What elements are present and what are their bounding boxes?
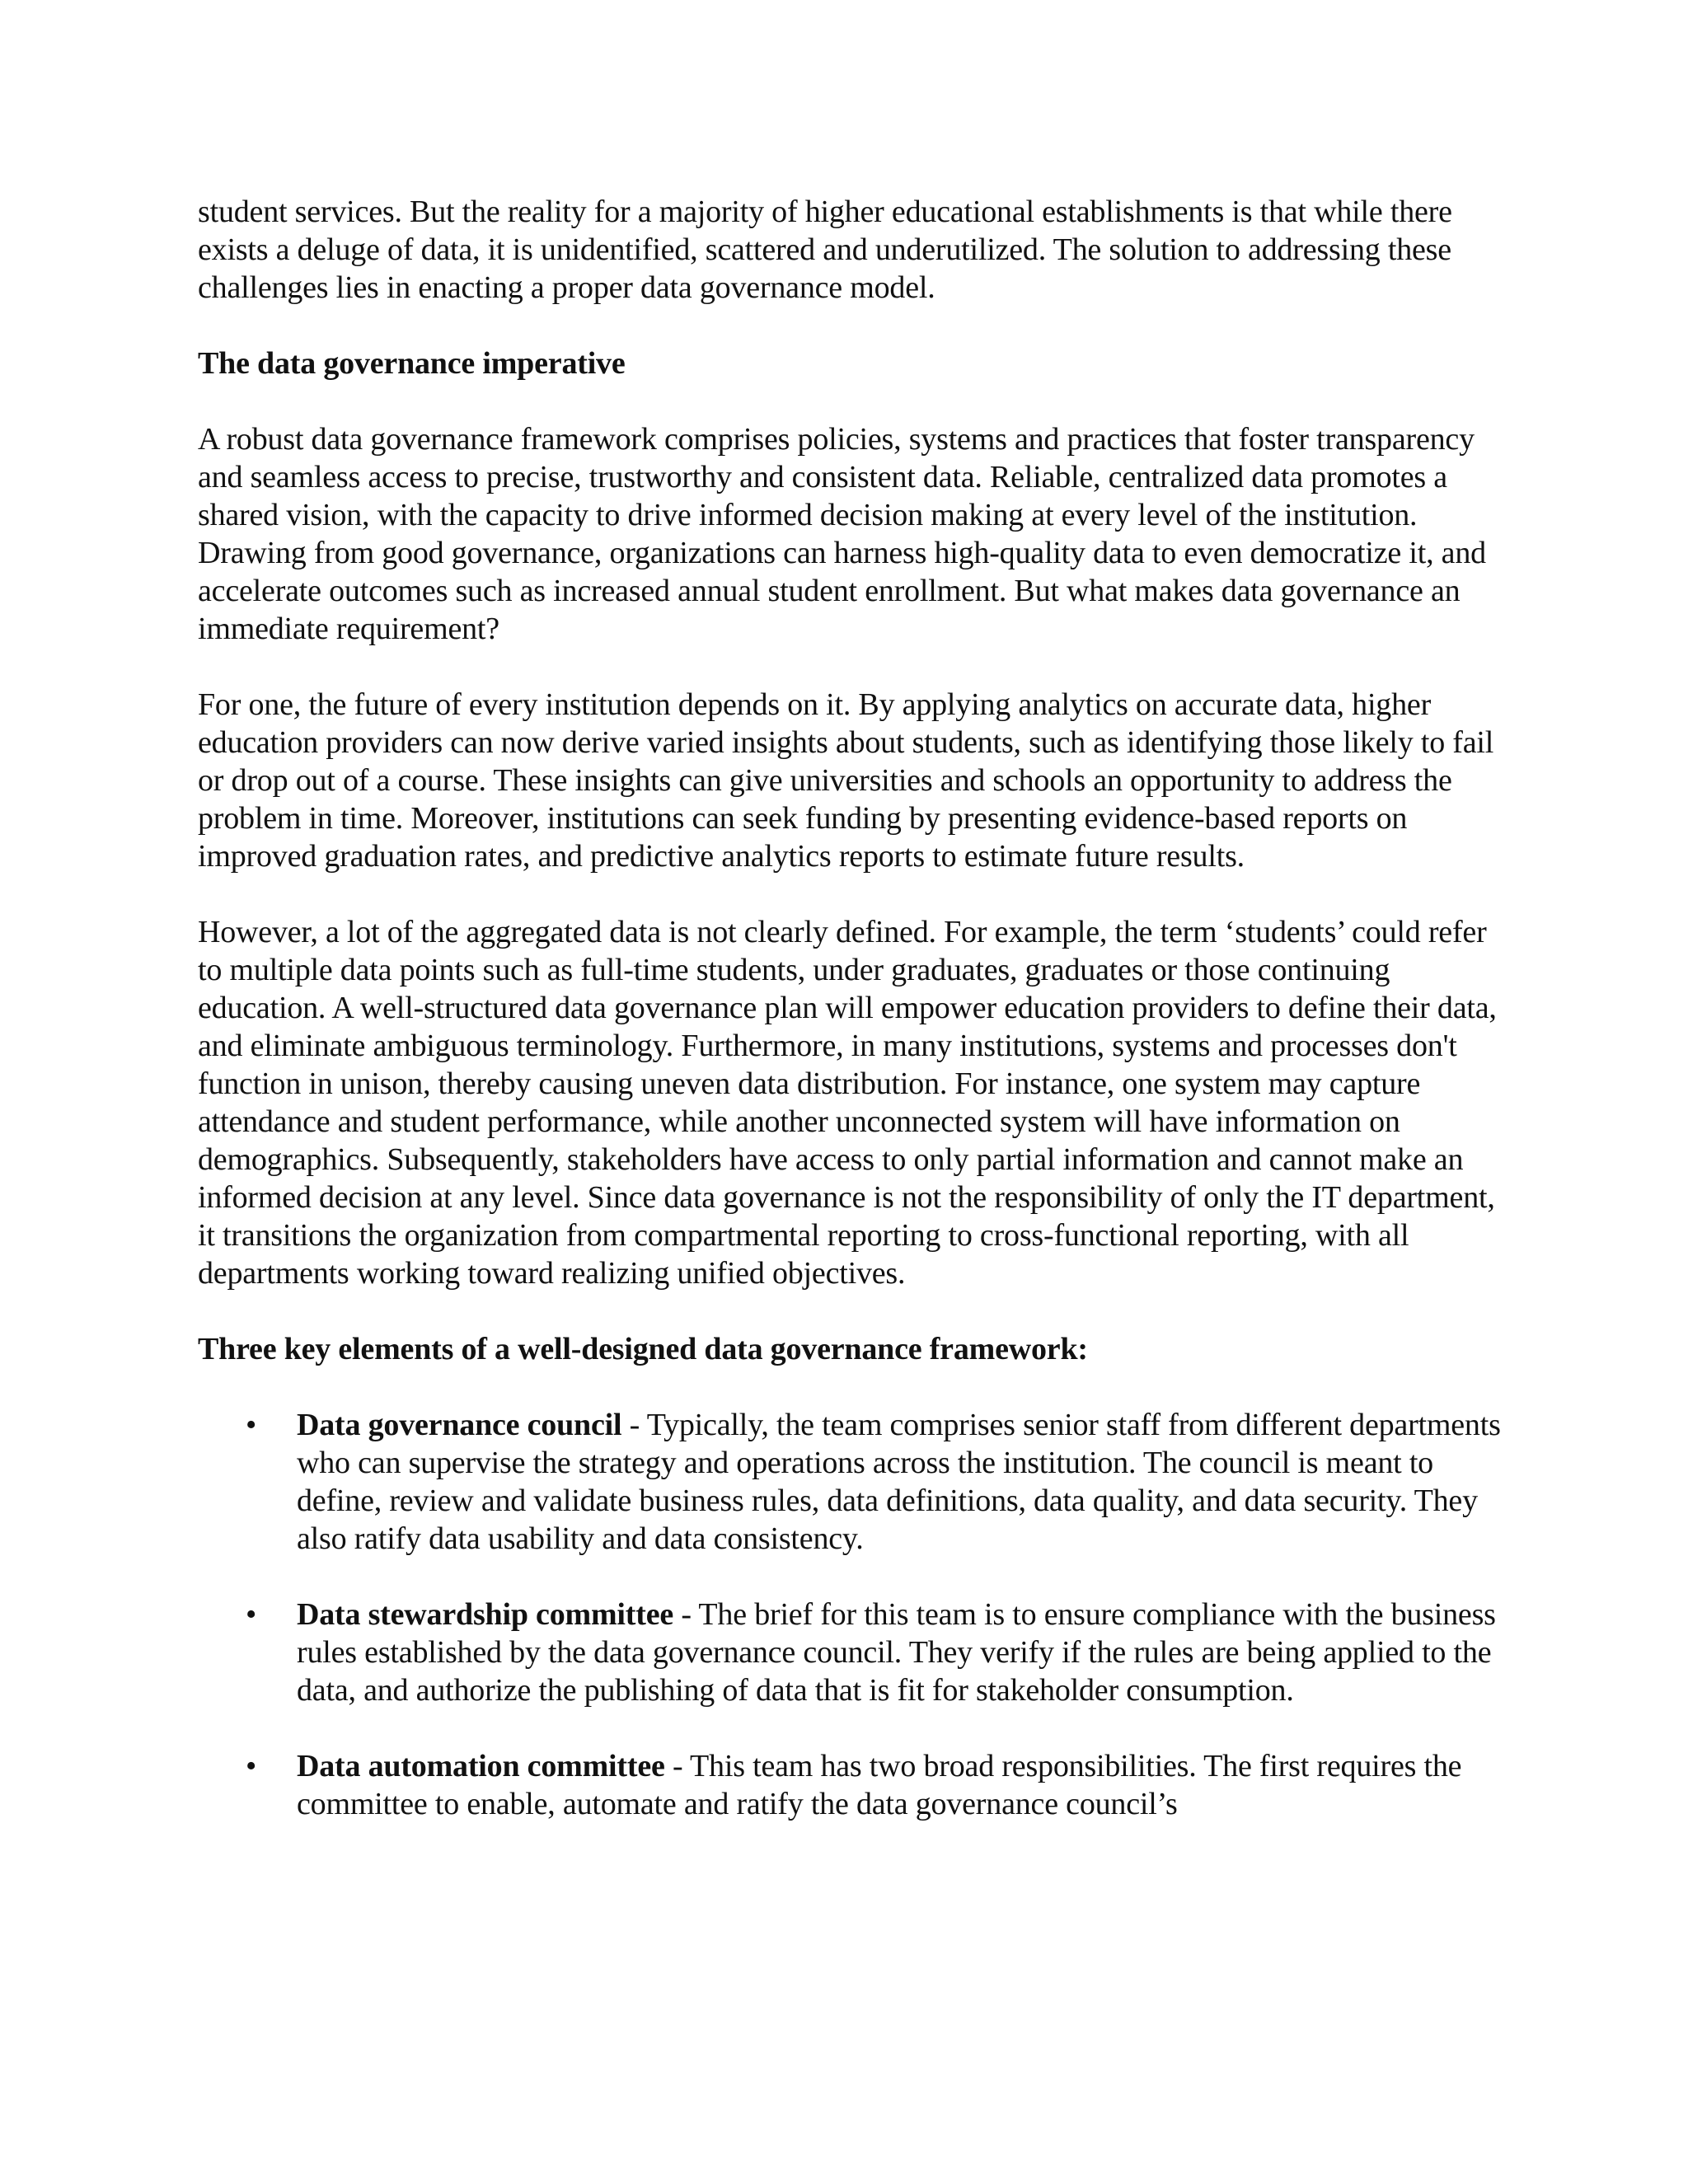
- heading-three-key-elements: Three key elements of a well-designed data governance framework:: [198, 1332, 1088, 1366]
- paragraph-robust-framework: A robust data governance framework comprises policies, systems and practices that foster transparency and seamless access to precise, trustworthy and consistent data. Reliable, centralized data promotes a shared vision, with the capacity to drive informed decision making at every level of the institution. Drawing from good governance, organizations can harness high-quality data to even democratize it, and accelerate outcomes such as increased annual student enrollment. But what makes data governance an immediate requirement?: [198, 422, 1486, 646]
- description-stewardship-committee: - The brief for this team is to ensure compliance with the business rules established by the data governance council. They verify if the rules are being applied to the data, and authorize the publishing of data that is fit for stakeholder consumption.: [297, 1597, 1496, 1708]
- term-automation-committee: Data automation committee: [297, 1749, 665, 1783]
- term-stewardship-committee: Data stewardship committee: [297, 1597, 674, 1632]
- heading-data-governance-imperative: The data governance imperative: [198, 346, 626, 381]
- paragraph-aggregated-data: However, a lot of the aggregated data is not clearly defined. For example, the term ‘students’ could refer to multiple data points such as full-time students, under graduates, graduates or those continuing education. A well-structured data governance plan will empower education providers to define their data, and eliminate ambiguous terminology. Furthermore, in many institutions, systems and processes don't function in unison, thereby causing uneven data distribution. For instance, one system may capture attendance and student performance, while another unconnected system will have information on demographics. Subsequently, stakeholders have access to only partial information and cannot make an informed decision at any level. Since data governance is not the responsibility of only the IT department, it transitions the organization from compartmental reporting to cross-functional reporting, with all departments working toward realizing unified objectives.: [198, 915, 1497, 1291]
- list-item-stewardship-committee: [198, 1596, 1508, 1709]
- elements-list: [198, 1406, 1508, 1823]
- bullet-icon: •: [246, 1597, 257, 1632]
- term-governance-council: Data governance council: [297, 1408, 622, 1442]
- list-item-governance-council: [198, 1406, 1508, 1558]
- document-body: [198, 193, 1508, 1861]
- bullet-icon: •: [246, 1408, 257, 1442]
- intro-paragraph: student services. But the reality for a majority of higher educational establishments is that while there exists a deluge of data, it is unidentified, scattered and underutilized. The solution to addressing these challenges lies in enacting a proper data governance model.: [198, 194, 1452, 305]
- paragraph-future-of-institution: For one, the future of every institution depends on it. By applying analytics on accurate data, higher education providers can now derive varied insights about students, such as identifying those likely to fail or drop out of a course. These insights can give universities and schools an opportunity to address the problem in time. Moreover, institutions can seek funding by presenting evidence-based reports on improved graduation rates, and predictive analytics reports to estimate future results.: [198, 687, 1494, 874]
- description-governance-council: - Typically, the team comprises senior staff from different departments who can supervise the strategy and operations across the institution. The council is meant to define, review and validate business rules, data definitions, data quality, and data security. They also ratify data usability and data consistency.: [297, 1408, 1501, 1556]
- bullet-icon: •: [246, 1749, 257, 1783]
- description-automation-committee: - This team has two broad responsibilities. The first requires the committee to enable, automate and ratify the data governance council’s: [297, 1749, 1462, 1821]
- list-item-automation-committee: [198, 1747, 1508, 1823]
